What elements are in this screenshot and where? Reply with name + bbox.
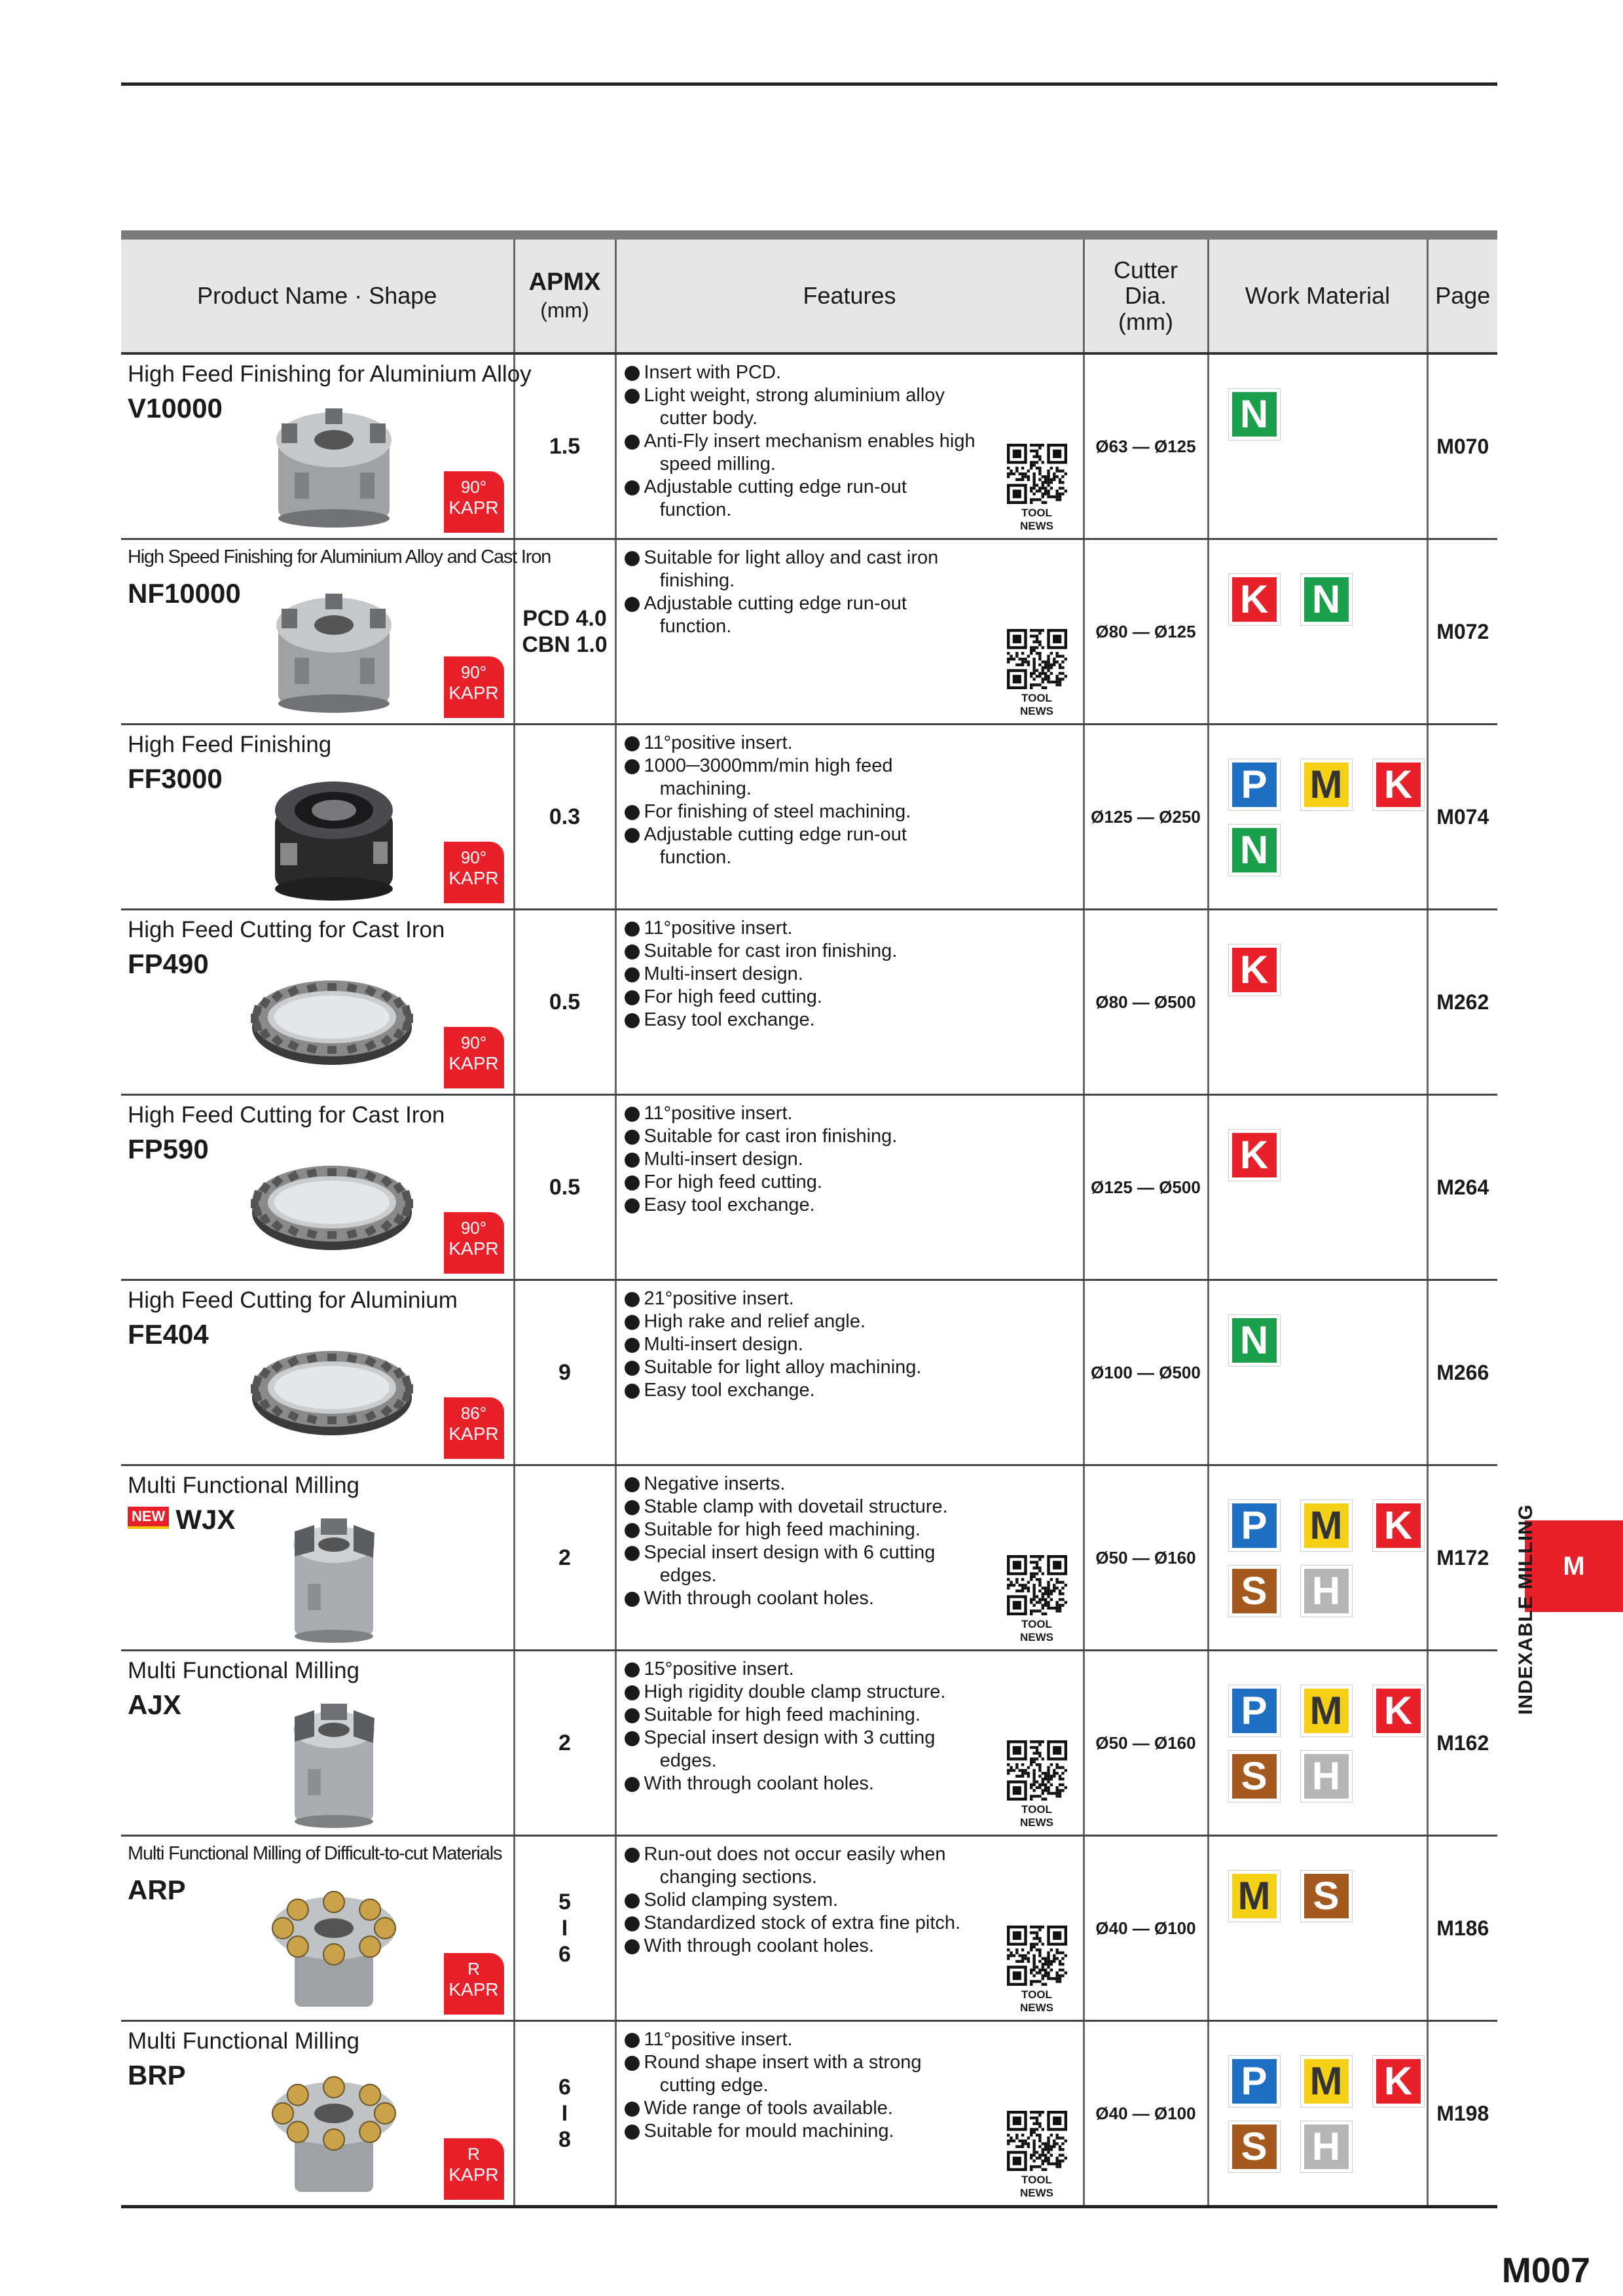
apmx-cell: [514, 910, 615, 1095]
cutter-dia-value: Ø40 — Ø100: [1095, 1918, 1196, 1938]
material-badge-n: N: [1229, 1315, 1280, 1366]
material-badge-p: P: [1229, 1685, 1280, 1736]
page-link[interactable]: M172: [1436, 1545, 1489, 1570]
feature-item: For high feed cutting.: [625, 986, 1083, 1009]
feature-item: Adjustable cutting edge run-out function.: [625, 476, 1083, 522]
material-badge-k: K: [1373, 759, 1424, 810]
features-cell: [615, 1836, 1084, 2021]
cutter-dia-cell: [1084, 1836, 1208, 2021]
feature-item: Easy tool exchange.: [625, 1379, 1083, 1402]
material-badge-k: K: [1229, 574, 1280, 625]
feature-item: Suitable for high feed machining.: [625, 1518, 1083, 1541]
table-row[interactable]: [121, 725, 1497, 910]
cutter-dia-value: Ø50 — Ø160: [1095, 1732, 1196, 1753]
feature-item: 1000─3000mm/min high feed machining.: [625, 755, 1083, 800]
feature-item: Round shape insert with a strong cutting edge.: [625, 2051, 1083, 2097]
top-rule: [121, 82, 1497, 86]
page-cell: [1427, 1651, 1497, 1836]
face-mill-icon: [249, 394, 416, 531]
product-code[interactable]: ARP: [128, 1874, 186, 1905]
work-material-cell: [1208, 1465, 1427, 1651]
page-link[interactable]: M266: [1436, 1360, 1489, 1384]
product-table: [121, 230, 1497, 2208]
feature-item: 11°positive insert.: [625, 2028, 1083, 2051]
page-cell: [1427, 1280, 1497, 1465]
product-cell: [121, 2021, 514, 2207]
material-badge-n: N: [1229, 389, 1280, 440]
ring-cutter-icon: [249, 1320, 416, 1458]
cutter-dia-cell: [1084, 1095, 1208, 1280]
apmx-cell: [514, 725, 615, 910]
table-row[interactable]: [121, 1465, 1497, 1651]
product-cell: [121, 1280, 514, 1465]
work-material-cell: [1208, 1280, 1427, 1465]
header-apmx: [514, 235, 615, 353]
product-cell: [121, 1095, 514, 1280]
product-cell: [121, 910, 514, 1095]
apmx-value: 2: [558, 1545, 571, 1570]
feature-item: Special insert design with 6 cutting edges.: [625, 1541, 1083, 1587]
feature-list: [617, 540, 1083, 638]
work-material-cell: [1208, 725, 1427, 910]
apmx-value: 0.5: [549, 1174, 581, 1200]
feature-item: Stable clamp with dovetail structure.: [625, 1496, 1083, 1518]
material-badge-s: S: [1229, 2121, 1280, 2172]
round-insert-cutter-icon: [249, 1876, 416, 2013]
product-code[interactable]: FE404: [128, 1319, 209, 1350]
cutter-dia-value: Ø125 — Ø500: [1091, 1177, 1201, 1197]
new-badge: NEW: [128, 1507, 169, 1529]
material-badge-n: N: [1301, 574, 1352, 625]
tool-news-qr[interactable]: [1004, 629, 1070, 718]
cutter-dia-cell: [1084, 1651, 1208, 1836]
ring-cutter-icon: [249, 1135, 416, 1272]
material-badge-h: H: [1301, 1751, 1352, 1802]
product-name: Multi Functional Milling: [128, 2028, 360, 2054]
header-features: Features: [615, 235, 1084, 353]
feature-item: High rigidity double clamp structure.: [625, 1681, 1083, 1704]
cutter-dia-value: Ø80 — Ø125: [1095, 621, 1196, 641]
page-cell: [1427, 1836, 1497, 2021]
apmx-cell: [514, 1651, 615, 1836]
material-badge-k: K: [1373, 2056, 1424, 2107]
material-badge-p: P: [1229, 2056, 1280, 2107]
header-apmx-unit: (mm): [540, 298, 589, 323]
feature-item: 11°positive insert.: [625, 917, 1083, 940]
table-row[interactable]: [121, 353, 1497, 539]
features-cell: [615, 353, 1084, 539]
apmx-value: 0.5: [549, 989, 581, 1014]
header-product: Product Name · Shape: [121, 235, 514, 353]
product-name: Multi Functional Milling: [128, 1658, 360, 1683]
feature-item: Solid clamping system.: [625, 1889, 1083, 1912]
work-material-cell: [1208, 353, 1427, 539]
kapr-badge: R KAPR: [444, 1953, 504, 2015]
feature-item: 11°positive insert.: [625, 1102, 1083, 1125]
work-material-cell: [1208, 539, 1427, 725]
qr-code-icon: [1007, 1555, 1067, 1615]
feature-item: With through coolant holes.: [625, 1772, 1083, 1795]
page-link[interactable]: M074: [1436, 804, 1489, 829]
apmx-value: 6 I 8: [558, 2074, 571, 2153]
features-cell: [615, 539, 1084, 725]
apmx-value: 2: [558, 1730, 571, 1755]
product-code[interactable]: FP590: [128, 1134, 209, 1164]
dark-cutter-icon: [249, 764, 416, 902]
page-cell: [1427, 1465, 1497, 1651]
page-link[interactable]: M198: [1436, 2101, 1489, 2125]
apmx-cell: [514, 353, 615, 539]
table-header: [121, 235, 1497, 353]
cutter-dia-value: Ø125 — Ø250: [1091, 806, 1201, 827]
qr-code-icon: [1007, 629, 1067, 689]
product-cell: [121, 1465, 514, 1651]
product-code[interactable]: V10000: [128, 393, 223, 423]
material-badge-h: H: [1301, 2121, 1352, 2172]
apmx-value: PCD 4.0 CBN 1.0: [522, 605, 608, 657]
product-cell: [121, 1651, 514, 1836]
page-link[interactable]: M072: [1436, 619, 1489, 643]
page-number: M007: [1501, 2251, 1590, 2290]
feature-item: Wide range of tools available.: [625, 2097, 1083, 2120]
ring-cutter-icon: [249, 950, 416, 1087]
feature-item: Easy tool exchange.: [625, 1194, 1083, 1217]
features-cell: [615, 2021, 1084, 2207]
feature-item: Special insert design with 3 cutting edges.: [625, 1727, 1083, 1772]
product-name: High Feed Cutting for Cast Iron: [128, 917, 445, 942]
apmx-cell: [514, 1465, 615, 1651]
material-badge-k: K: [1373, 1685, 1424, 1736]
work-material-cell: [1208, 1651, 1427, 1836]
tool-news-qr[interactable]: [1004, 1740, 1070, 1829]
page-cell: [1427, 1095, 1497, 1280]
feature-list: [617, 1096, 1083, 1217]
feature-item: Run-out does not occur easily when changing sections.: [625, 1843, 1083, 1889]
material-badge-k: K: [1373, 1500, 1424, 1551]
header-cutter-dia: Cutter Dia. (mm): [1084, 235, 1208, 353]
material-badge-n: N: [1229, 825, 1280, 876]
page-cell: [1427, 2021, 1497, 2207]
feature-item: Suitable for light alloy and cast iron finishing.: [625, 547, 1083, 592]
end-mill-icon: [249, 1505, 416, 1643]
product-name: High Feed Finishing: [128, 732, 332, 757]
product-name: High Feed Cutting for Aluminium: [128, 1287, 458, 1313]
cutter-dia-cell: [1084, 1465, 1208, 1651]
apmx-value: 5 I 6: [558, 1889, 571, 1967]
material-badge-p: P: [1229, 759, 1280, 810]
features-cell: [615, 1095, 1084, 1280]
feature-item: 15°positive insert.: [625, 1658, 1083, 1681]
cutter-dia-cell: [1084, 725, 1208, 910]
material-badge-m: M: [1301, 2056, 1352, 2107]
page-link[interactable]: M262: [1436, 990, 1489, 1014]
kapr-badge: 86° KAPR: [444, 1397, 504, 1459]
product-code[interactable]: NF10000: [128, 578, 241, 609]
cutter-dia-value: Ø100 — Ø500: [1091, 1362, 1201, 1382]
cutter-dia-value: Ø40 — Ø100: [1095, 2103, 1196, 2123]
product-name: Multi Functional Milling: [128, 1473, 360, 1498]
material-badge-p: P: [1229, 1500, 1280, 1551]
page-cell: [1427, 725, 1497, 910]
section-tab[interactable]: M: [1525, 1520, 1623, 1612]
tool-news-qr[interactable]: [1004, 1926, 1070, 2015]
tool-news-qr[interactable]: [1004, 444, 1070, 533]
features-cell: [615, 1465, 1084, 1651]
feature-item: For finishing of steel machining.: [625, 800, 1083, 823]
apmx-value: 1.5: [549, 433, 581, 459]
material-badge-m: M: [1301, 1500, 1352, 1551]
cutter-dia-cell: [1084, 910, 1208, 1095]
material-badge-s: S: [1229, 1566, 1280, 1617]
page-cell: [1427, 353, 1497, 539]
product-cell: [121, 1836, 514, 2021]
round-insert-cutter-icon: [249, 2061, 416, 2198]
qr-code-icon: [1007, 1740, 1067, 1801]
features-cell: [615, 1651, 1084, 1836]
page-cell: [1427, 910, 1497, 1095]
apmx-value: 0.3: [549, 804, 581, 829]
kapr-badge: 90° KAPR: [444, 656, 504, 718]
feature-item: Light weight, strong aluminium alloy cutter body.: [625, 384, 1083, 430]
apmx-value: 9: [558, 1359, 571, 1385]
feature-item: Multi-insert design.: [625, 1148, 1083, 1171]
material-badge-s: S: [1301, 1871, 1352, 1922]
product-cell: [121, 353, 532, 539]
feature-item: With through coolant holes.: [625, 1587, 1083, 1610]
table-row[interactable]: [121, 910, 1497, 1095]
table-row[interactable]: [121, 1280, 1497, 1465]
apmx-cell: [514, 2021, 615, 2207]
feature-item: Suitable for cast iron finishing.: [625, 940, 1083, 963]
material-badge-s: S: [1229, 1751, 1280, 1802]
feature-item: Easy tool exchange.: [625, 1009, 1083, 1031]
page-link[interactable]: M186: [1436, 1916, 1489, 1940]
material-badge-k: K: [1229, 1130, 1280, 1181]
header-work-material: Work Material: [1208, 235, 1427, 353]
qr-code-icon: [1007, 2111, 1067, 2171]
feature-item: Multi-insert design.: [625, 1333, 1083, 1356]
features-cell: [615, 1280, 1084, 1465]
qr-label: TOOL NEWS: [1020, 2174, 1053, 2199]
cutter-dia-cell: [1084, 539, 1208, 725]
work-material-cell: [1208, 1095, 1427, 1280]
work-material-cell: [1208, 1836, 1427, 2021]
product-name: High Speed Finishing for Aluminium Alloy and Cast Iron: [128, 547, 551, 567]
qr-label: TOOL NEWS: [1020, 1618, 1053, 1643]
qr-label: TOOL NEWS: [1020, 692, 1053, 717]
feature-item: With through coolant holes.: [625, 1935, 1083, 1958]
product-code[interactable]: FF3000: [128, 763, 223, 794]
product-name: Multi Functional Milling of Difficult-to-cut Materials: [128, 1843, 502, 1864]
tool-news-qr[interactable]: [1004, 2111, 1070, 2200]
product-code[interactable]: NEW WJX: [128, 1504, 235, 1535]
cutter-dia-cell: [1084, 1280, 1208, 1465]
feature-item: High rake and relief angle.: [625, 1310, 1083, 1333]
page-cell: [1427, 539, 1497, 725]
cutter-dia-cell: [1084, 353, 1208, 539]
table-row[interactable]: [121, 539, 1497, 725]
table-row[interactable]: [121, 2021, 1497, 2207]
product-code[interactable]: AJX: [128, 1689, 181, 1720]
product-name: High Feed Cutting for Cast Iron: [128, 1102, 445, 1128]
feature-item: Suitable for mould machining.: [625, 2120, 1083, 2143]
feature-list: [617, 725, 1083, 869]
material-badge-m: M: [1301, 759, 1352, 810]
material-badge-k: K: [1229, 944, 1280, 996]
features-cell: [615, 725, 1084, 910]
tool-news-qr[interactable]: [1004, 1555, 1070, 1644]
qr-code-icon: [1007, 444, 1067, 504]
cutter-dia-value: Ø80 — Ø500: [1095, 992, 1196, 1012]
apmx-cell: [514, 539, 615, 725]
end-mill-icon: [249, 1691, 416, 1828]
feature-item: Negative inserts.: [625, 1473, 1083, 1496]
product-name: High Feed Finishing for Aluminium Alloy: [128, 361, 532, 387]
table-row[interactable]: [121, 1836, 1497, 2021]
work-material-cell: [1208, 910, 1427, 1095]
feature-item: Insert with PCD.: [625, 361, 1083, 384]
feature-item: Suitable for light alloy machining.: [625, 1356, 1083, 1379]
kapr-badge: 90° KAPR: [444, 1027, 504, 1088]
feature-list: [617, 1281, 1083, 1402]
cutter-dia-cell: [1084, 2021, 1208, 2207]
feature-item: Suitable for high feed machining.: [625, 1704, 1083, 1727]
features-cell: [615, 910, 1084, 1095]
apmx-cell: [514, 1836, 615, 2021]
kapr-badge: 90° KAPR: [444, 471, 504, 533]
qr-label: TOOL NEWS: [1020, 1803, 1053, 1829]
feature-item: Adjustable cutting edge run-out function.: [625, 823, 1083, 869]
table-row[interactable]: [121, 1651, 1497, 1836]
product-cell: [121, 539, 551, 725]
work-material-cell: [1208, 2021, 1427, 2207]
feature-item: 21°positive insert.: [625, 1287, 1083, 1310]
page-link[interactable]: M070: [1436, 434, 1489, 458]
qr-label: TOOL NEWS: [1020, 507, 1053, 532]
apmx-cell: [514, 1095, 615, 1280]
material-badge-h: H: [1301, 1566, 1352, 1617]
cutter-dia-value: Ø50 — Ø160: [1095, 1547, 1196, 1568]
feature-item: For high feed cutting.: [625, 1171, 1083, 1194]
kapr-badge: 90° KAPR: [444, 842, 504, 903]
section-label: INDEXABLE MILLING: [1515, 1504, 1537, 1715]
feature-item: Adjustable cutting edge run-out function.: [625, 592, 1083, 638]
qr-label: TOOL NEWS: [1020, 1988, 1053, 2014]
feature-item: Anti-Fly insert mechanism enables high speed milling.: [625, 430, 1083, 476]
feature-list: [617, 910, 1083, 1031]
feature-item: Multi-insert design.: [625, 963, 1083, 986]
header-page: Page: [1427, 235, 1497, 353]
face-mill-icon: [249, 579, 416, 717]
kapr-badge: 90° KAPR: [444, 1212, 504, 1274]
feature-item: Standardized stock of extra fine pitch.: [625, 1912, 1083, 1935]
product-code[interactable]: BRP: [128, 2060, 186, 2090]
cutter-dia-value: Ø63 — Ø125: [1095, 436, 1196, 456]
page-link[interactable]: M162: [1436, 1731, 1489, 1755]
header-apmx-label: APMX: [528, 268, 601, 296]
feature-item: 11°positive insert.: [625, 732, 1083, 755]
qr-code-icon: [1007, 1926, 1067, 1986]
table-row[interactable]: [121, 1095, 1497, 1280]
material-badge-m: M: [1229, 1871, 1280, 1922]
feature-item: Suitable for cast iron finishing.: [625, 1125, 1083, 1148]
material-badge-m: M: [1301, 1685, 1352, 1736]
apmx-cell: [514, 1280, 615, 1465]
product-cell: [121, 725, 514, 910]
page-link[interactable]: M264: [1436, 1175, 1489, 1199]
kapr-badge: R KAPR: [444, 2138, 504, 2200]
product-code[interactable]: FP490: [128, 948, 209, 979]
